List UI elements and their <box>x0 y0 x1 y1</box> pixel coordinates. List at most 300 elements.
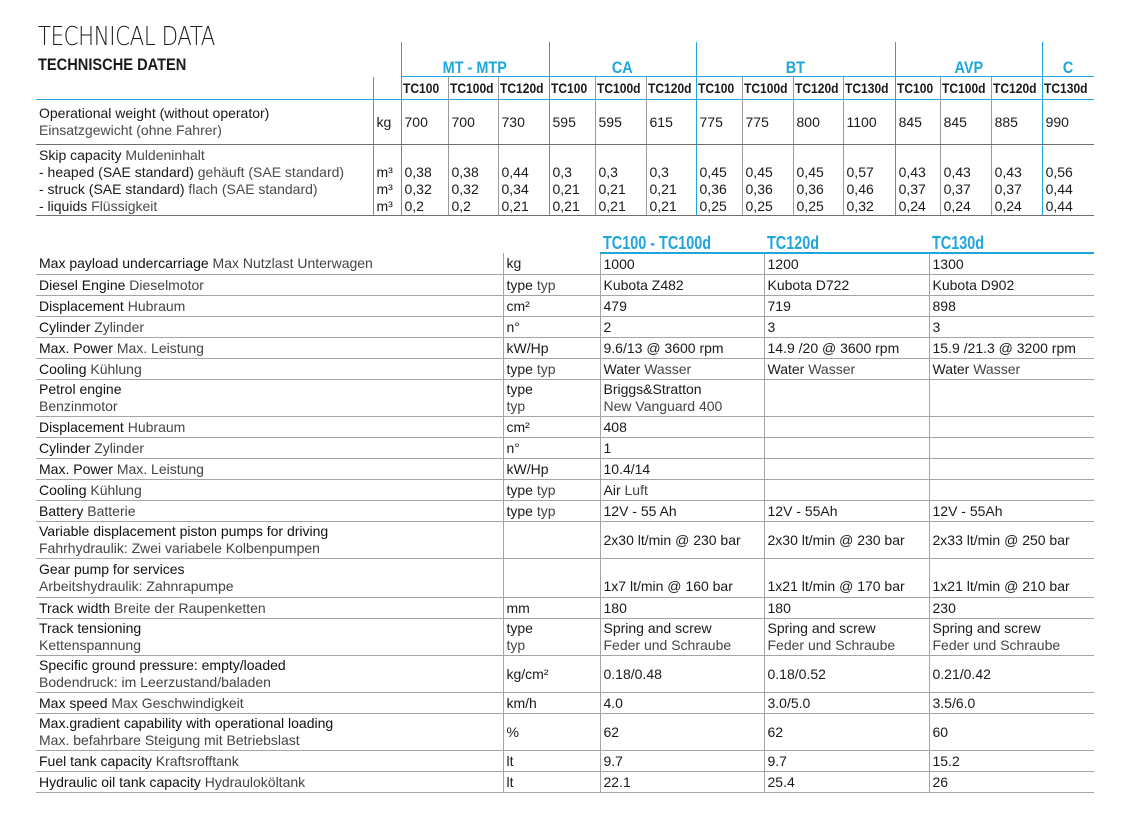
spec-value-en: 0.21/0.42 <box>932 665 991 682</box>
spec-value <box>600 296 764 317</box>
spec-value <box>764 275 929 296</box>
spec-value-en: 408 <box>603 418 627 435</box>
spec-value <box>764 501 929 522</box>
spec-unit <box>503 559 600 598</box>
model-label: TC100d <box>596 79 640 96</box>
spec-label-en: Battery <box>39 502 84 519</box>
spec-label-en: Max. Power <box>39 339 113 356</box>
model-header <box>742 77 793 100</box>
spec-value-en: 0.18/0.48 <box>603 665 662 682</box>
model-group-label: TC120d <box>767 233 820 253</box>
model-header <box>696 77 742 100</box>
spec-row <box>36 380 1094 417</box>
spec-value-de: Wasser <box>808 360 856 377</box>
spec-unit-en: n° <box>506 439 520 456</box>
skip-value: 0,36 <box>793 181 843 198</box>
spec-value-en: 180 <box>767 599 791 616</box>
spec-unit-en: n° <box>506 318 520 335</box>
model-header <box>498 77 549 100</box>
weight-value: 1100 <box>843 100 895 145</box>
spec-value-en: 1 <box>603 439 612 456</box>
model-group-header <box>600 226 764 253</box>
weight-unit: kg <box>373 100 401 145</box>
spec-value-en: 1200 <box>767 255 799 272</box>
spec-unit <box>503 417 600 438</box>
spec-label <box>36 772 503 793</box>
spec-label-en: Cooling <box>39 360 87 377</box>
spec-value <box>600 438 764 459</box>
spec-label <box>36 714 503 751</box>
model-header <box>991 77 1042 100</box>
skip-value: 0,43 <box>895 164 940 181</box>
spec-value <box>764 598 929 619</box>
skip-value: 0,2 <box>401 198 448 216</box>
spec-unit <box>503 501 600 522</box>
skip-value: 0,24 <box>940 198 991 216</box>
spec-value <box>600 338 764 359</box>
skip-value: 0,32 <box>401 181 448 198</box>
spec-label-en: Variable displacement piston pumps for driving <box>39 523 329 539</box>
skip-row-label-en: - liquids <box>39 198 88 214</box>
skip-value: 0,21 <box>646 198 696 216</box>
spec-label <box>36 359 503 380</box>
spec-value <box>600 380 764 417</box>
weight-label <box>36 100 373 145</box>
spec-value-en: 1300 <box>932 255 964 272</box>
skip-value: 0,44 <box>1042 181 1094 198</box>
spec-value <box>764 417 929 438</box>
spec-value <box>600 417 764 438</box>
spec-value-de: Feder und Schraube <box>603 637 732 653</box>
skip-value: 0,3 <box>646 164 696 181</box>
weight-label-en: Operational weight (without operator) <box>39 105 270 121</box>
spec-label-en: Cylinder <box>39 318 91 335</box>
spec-value <box>600 317 764 338</box>
spec-unit-en: kW/Hp <box>506 339 549 356</box>
skip-value: 0,2 <box>448 198 498 216</box>
spec-value-en: 3 <box>932 318 941 335</box>
model-header <box>843 77 895 100</box>
spec-unit-en: km/h <box>506 694 537 711</box>
spec-unit-en: kg <box>506 255 522 271</box>
spec-unit-de: typ <box>536 502 556 519</box>
spec-unit-en: cm² <box>506 297 530 314</box>
skip-value: 0,25 <box>793 198 843 216</box>
spec-value <box>764 296 929 317</box>
spec-label-de: Kühlung <box>90 360 142 377</box>
spec-value <box>600 501 764 522</box>
model-header-row <box>36 77 1094 100</box>
spec-row <box>36 522 1094 559</box>
spec-value-de: Wasser <box>973 360 1021 377</box>
spec-label-en: Displacement <box>39 418 124 435</box>
spec-value-en: 479 <box>603 297 627 314</box>
spec-value-en: 22.1 <box>603 773 631 790</box>
spec-value <box>764 480 929 501</box>
skip-row-label-en: - struck (SAE standard) <box>39 181 185 197</box>
spec-value-en: 1x21 lt/min @ 170 bar <box>767 578 905 594</box>
spec-value-en: 26 <box>932 773 949 790</box>
model-label: TC120d <box>499 79 543 96</box>
skip-row-label <box>36 198 373 216</box>
weight-row <box>36 100 1094 145</box>
skip-value: 0,45 <box>696 164 742 181</box>
skip-value: 0,43 <box>991 164 1042 181</box>
spec-unit <box>503 656 600 693</box>
skip-value: 0,21 <box>595 198 646 216</box>
model-header <box>401 77 448 100</box>
spec-label-en: Max.gradient capability with operational loading <box>39 715 334 731</box>
spec-label <box>36 693 503 714</box>
spec-label <box>36 522 503 559</box>
spec-unit-en: type <box>506 276 533 293</box>
spec-value-en: Air <box>603 481 621 498</box>
spec-unit <box>503 522 600 559</box>
spec-header-row <box>36 226 1094 253</box>
spec-value-en: 2 <box>603 318 612 335</box>
model-label: TC120d <box>647 79 691 96</box>
spec-row <box>36 559 1094 598</box>
model-label: TC100 <box>402 79 439 96</box>
spec-table <box>36 226 1094 793</box>
spec-value <box>600 598 764 619</box>
spec-value <box>764 693 929 714</box>
skip-value: 0,25 <box>696 198 742 216</box>
spec-unit-en: type <box>506 481 533 498</box>
spec-value-en: 9.6/13 @ 3600 rpm <box>603 339 724 356</box>
spec-label-en: Max payload undercarriage <box>39 255 209 271</box>
spec-value <box>764 656 929 693</box>
spec-value <box>600 772 764 793</box>
skip-value: 0,43 <box>940 164 991 181</box>
weight-value: 595 <box>595 100 646 145</box>
skip-value: 0,3 <box>549 164 595 181</box>
skip-value: 0,21 <box>549 181 595 198</box>
spec-value-en: 3 <box>767 318 776 335</box>
spec-value-en: Spring and screw <box>603 620 712 636</box>
spec-value-en: 3.0/5.0 <box>767 694 811 711</box>
spec-value-en: Kubota D902 <box>932 276 1015 293</box>
spec-value <box>929 417 1094 438</box>
spec-value <box>764 522 929 559</box>
spec-value-de: Wasser <box>644 360 692 377</box>
skip-value: 0,46 <box>843 181 895 198</box>
weight-value: 775 <box>696 100 742 145</box>
spec-value <box>764 338 929 359</box>
spec-label-en: Specific ground pressure: empty/loaded <box>39 657 286 673</box>
model-label: TC100d <box>743 79 788 96</box>
model-label: TC100 <box>896 79 933 96</box>
spec-label <box>36 480 503 501</box>
weight-value: 595 <box>549 100 595 145</box>
spec-label <box>36 317 503 338</box>
spec-value <box>600 619 764 656</box>
skip-value: 0,44 <box>1042 198 1094 216</box>
spec-value <box>600 693 764 714</box>
spec-label-de: Kettenspannung <box>39 637 141 653</box>
spec-value <box>764 559 929 598</box>
skip-row <box>36 181 1094 198</box>
spec-value <box>929 559 1094 598</box>
spec-value <box>929 598 1094 619</box>
skip-value: 0,44 <box>498 164 549 181</box>
skip-value: 0,32 <box>843 198 895 216</box>
spec-value-en: 25.4 <box>767 773 795 790</box>
spec-unit-en: lt <box>506 752 514 769</box>
spec-value-de: Luft <box>624 481 648 498</box>
group-header <box>895 42 1042 77</box>
spec-unit <box>503 693 600 714</box>
spec-row <box>36 417 1094 438</box>
spec-value-en: 898 <box>932 297 956 314</box>
skip-header-row <box>36 145 1094 165</box>
model-group-label: TC100 - TC100d <box>603 233 712 253</box>
spec-label-en: Displacement <box>39 297 124 314</box>
spec-value-en: Briggs&Stratton <box>603 381 702 397</box>
model-label: TC100 <box>697 79 734 96</box>
model-label: TC100 <box>550 79 587 96</box>
spec-value-en: 2x30 lt/min @ 230 bar <box>767 531 905 548</box>
skip-label <box>36 145 373 165</box>
skip-row-label <box>36 164 373 181</box>
spec-value <box>929 438 1094 459</box>
spec-unit <box>503 714 600 751</box>
page-subtitle: TECHNISCHE DATEN <box>38 55 187 74</box>
spec-label <box>36 296 503 317</box>
weight-value: 990 <box>1042 100 1094 145</box>
spec-value <box>929 714 1094 751</box>
spec-label-de: Benzinmotor <box>39 398 118 414</box>
spec-label <box>36 417 503 438</box>
group-header <box>696 42 895 77</box>
spec-unit-en: % <box>506 723 519 740</box>
spec-value <box>764 772 929 793</box>
skip-row-label-de: gehäuft (SAE standard) <box>197 164 345 180</box>
spec-label-de: Batterie <box>87 502 136 519</box>
spec-value-en: Water <box>932 360 970 377</box>
spec-value <box>764 438 929 459</box>
spec-unit <box>503 480 600 501</box>
spec-value <box>929 275 1094 296</box>
spec-label <box>36 656 503 693</box>
spec-value <box>764 751 929 772</box>
spec-label <box>36 751 503 772</box>
spec-unit-en: type <box>506 381 533 397</box>
spec-row <box>36 501 1094 522</box>
weight-value: 845 <box>940 100 991 145</box>
spec-value <box>764 253 929 275</box>
spec-unit <box>503 359 600 380</box>
spec-label-en: Petrol engine <box>39 381 122 397</box>
spec-row <box>36 253 1094 275</box>
skip-value: 0,21 <box>646 181 696 198</box>
spec-label-de: Bodendruck: im Leerzustand/baladen <box>39 674 271 690</box>
spec-label-en: Max speed <box>39 694 108 711</box>
spec-row <box>36 772 1094 793</box>
spec-unit-en: type <box>506 620 533 636</box>
spec-row <box>36 751 1094 772</box>
group-header <box>401 42 549 77</box>
spec-value <box>929 338 1094 359</box>
spec-value-en: 3.5/6.0 <box>932 694 976 711</box>
skip-row <box>36 198 1094 216</box>
spec-unit <box>503 380 600 417</box>
skip-value: 0,34 <box>498 181 549 198</box>
spec-value-en: 12V - 55Ah <box>767 502 838 519</box>
spec-label-en: Max. Power <box>39 460 113 477</box>
spec-unit <box>503 338 600 359</box>
spec-unit <box>503 459 600 480</box>
spec-unit-de: typ <box>506 637 526 653</box>
spec-unit-en: type <box>506 360 533 377</box>
model-header <box>1042 77 1094 100</box>
spec-row <box>36 619 1094 656</box>
spec-row <box>36 296 1094 317</box>
spec-value <box>929 751 1094 772</box>
spec-row <box>36 480 1094 501</box>
spec-unit-en: lt <box>506 773 514 790</box>
spec-label-de: Max Nutzlast Unterwagen <box>212 255 373 271</box>
spec-value <box>929 253 1094 275</box>
spec-label <box>36 338 503 359</box>
spec-value-en: 62 <box>603 723 620 740</box>
spec-value-en: Kubota D722 <box>767 276 850 293</box>
skip-value: 0,21 <box>498 198 549 216</box>
spec-value <box>600 275 764 296</box>
spec-row <box>36 438 1094 459</box>
skip-value: 0,3 <box>595 164 646 181</box>
skip-value: 0,38 <box>401 164 448 181</box>
spec-label-de: Max Geschwindigkeit <box>111 694 244 711</box>
skip-value: 0,57 <box>843 164 895 181</box>
spec-value-en: 9.7 <box>603 752 623 769</box>
model-header <box>448 77 498 100</box>
spec-label-de: Hubraum <box>127 418 186 435</box>
spec-value-en: 15.9 /21.3 @ 3200 rpm <box>932 339 1076 356</box>
spec-value <box>929 480 1094 501</box>
spec-value-en: Kubota Z482 <box>603 276 684 293</box>
capacity-table <box>36 42 1094 216</box>
model-group-header <box>764 226 929 253</box>
spec-label-de: Hydrauloköltank <box>204 773 306 790</box>
spec-unit <box>503 751 600 772</box>
spec-value <box>600 253 764 275</box>
spec-row <box>36 693 1094 714</box>
spec-label <box>36 275 503 296</box>
spec-value <box>600 714 764 751</box>
spec-unit <box>503 772 600 793</box>
spec-value <box>764 714 929 751</box>
skip-value: 0,21 <box>595 181 646 198</box>
spec-value <box>929 501 1094 522</box>
skip-value: 0,45 <box>793 164 843 181</box>
spec-label-de: Max. befahrbare Steigung mit Betriebslast <box>39 732 300 748</box>
spec-value-en: 1x21 lt/min @ 210 bar <box>932 578 1070 594</box>
spec-label-de: Hubraum <box>127 297 186 314</box>
spec-row <box>36 275 1094 296</box>
group-label: MT - MTP <box>442 58 508 77</box>
spec-unit-de: typ <box>536 276 556 293</box>
spec-value <box>764 380 929 417</box>
model-label: TC120d <box>794 79 839 96</box>
spec-value-en: 2x30 lt/min @ 230 bar <box>603 531 741 548</box>
spec-value <box>600 522 764 559</box>
spec-unit <box>503 253 600 275</box>
skip-value: 0,24 <box>895 198 940 216</box>
spec-label-de: Zylinder <box>94 318 145 335</box>
skip-row <box>36 164 1094 181</box>
spec-value-en: 9.7 <box>767 752 787 769</box>
spec-row <box>36 317 1094 338</box>
spec-label-en: Track tensioning <box>39 620 142 636</box>
spec-value-de: New Vanguard 400 <box>603 398 723 414</box>
group-label: AVP <box>954 58 983 77</box>
skip-value: 0,45 <box>742 164 793 181</box>
model-label: TC100d <box>449 79 493 96</box>
spec-value <box>929 772 1094 793</box>
spec-label-de: Kraftsrofftank <box>155 752 239 769</box>
spec-value-en: 12V - 55Ah <box>932 502 1003 519</box>
spec-label <box>36 619 503 656</box>
weight-value: 700 <box>448 100 498 145</box>
spec-value-en: 14.9 /20 @ 3600 rpm <box>767 339 900 356</box>
spec-value <box>929 317 1094 338</box>
model-label: TC130d <box>844 79 889 96</box>
spec-row <box>36 714 1094 751</box>
spec-unit-en: cm² <box>506 418 530 435</box>
skip-label-en: Skip capacity <box>39 147 122 163</box>
spec-unit <box>503 317 600 338</box>
spec-value-en: 4.0 <box>603 694 623 711</box>
spec-label-en: Hydraulic oil tank capacity <box>39 773 201 790</box>
spec-label-de: Max. Leistung <box>116 339 204 356</box>
skip-value: 0,36 <box>742 181 793 198</box>
spec-label-en: Fuel tank capacity <box>39 752 152 769</box>
spec-unit-en: type <box>506 502 533 519</box>
spec-unit <box>503 619 600 656</box>
skip-value: 0,36 <box>696 181 742 198</box>
model-header <box>646 77 696 100</box>
spec-value-en: 0.18/0.52 <box>767 665 826 682</box>
spec-row <box>36 359 1094 380</box>
skip-value: 0,56 <box>1042 164 1094 181</box>
spec-value-en: 62 <box>767 723 784 740</box>
model-header <box>793 77 843 100</box>
spec-label-en: Cylinder <box>39 439 91 456</box>
spec-label-en: Track width <box>39 599 111 616</box>
group-label: C <box>1063 58 1074 77</box>
spec-value-en: 60 <box>932 723 949 740</box>
spec-label-de: Zylinder <box>94 439 145 456</box>
group-label: BT <box>785 58 806 77</box>
spec-value <box>600 459 764 480</box>
spec-label-en: Diesel Engine <box>39 276 126 293</box>
spec-value-en: 1000 <box>603 255 635 272</box>
spec-unit <box>503 275 600 296</box>
skip-row-label-de: flach (SAE standard) <box>188 181 318 197</box>
spec-label <box>36 598 503 619</box>
skip-row-label <box>36 181 373 198</box>
spec-label <box>36 380 503 417</box>
page-title: TECHNICAL DATA <box>38 22 215 52</box>
spec-unit <box>503 438 600 459</box>
spec-value-en: Water <box>603 360 641 377</box>
group-header <box>549 42 696 77</box>
spec-label <box>36 501 503 522</box>
spec-value-en: 15.2 <box>932 752 960 769</box>
spec-label <box>36 438 503 459</box>
spec-value <box>600 359 764 380</box>
